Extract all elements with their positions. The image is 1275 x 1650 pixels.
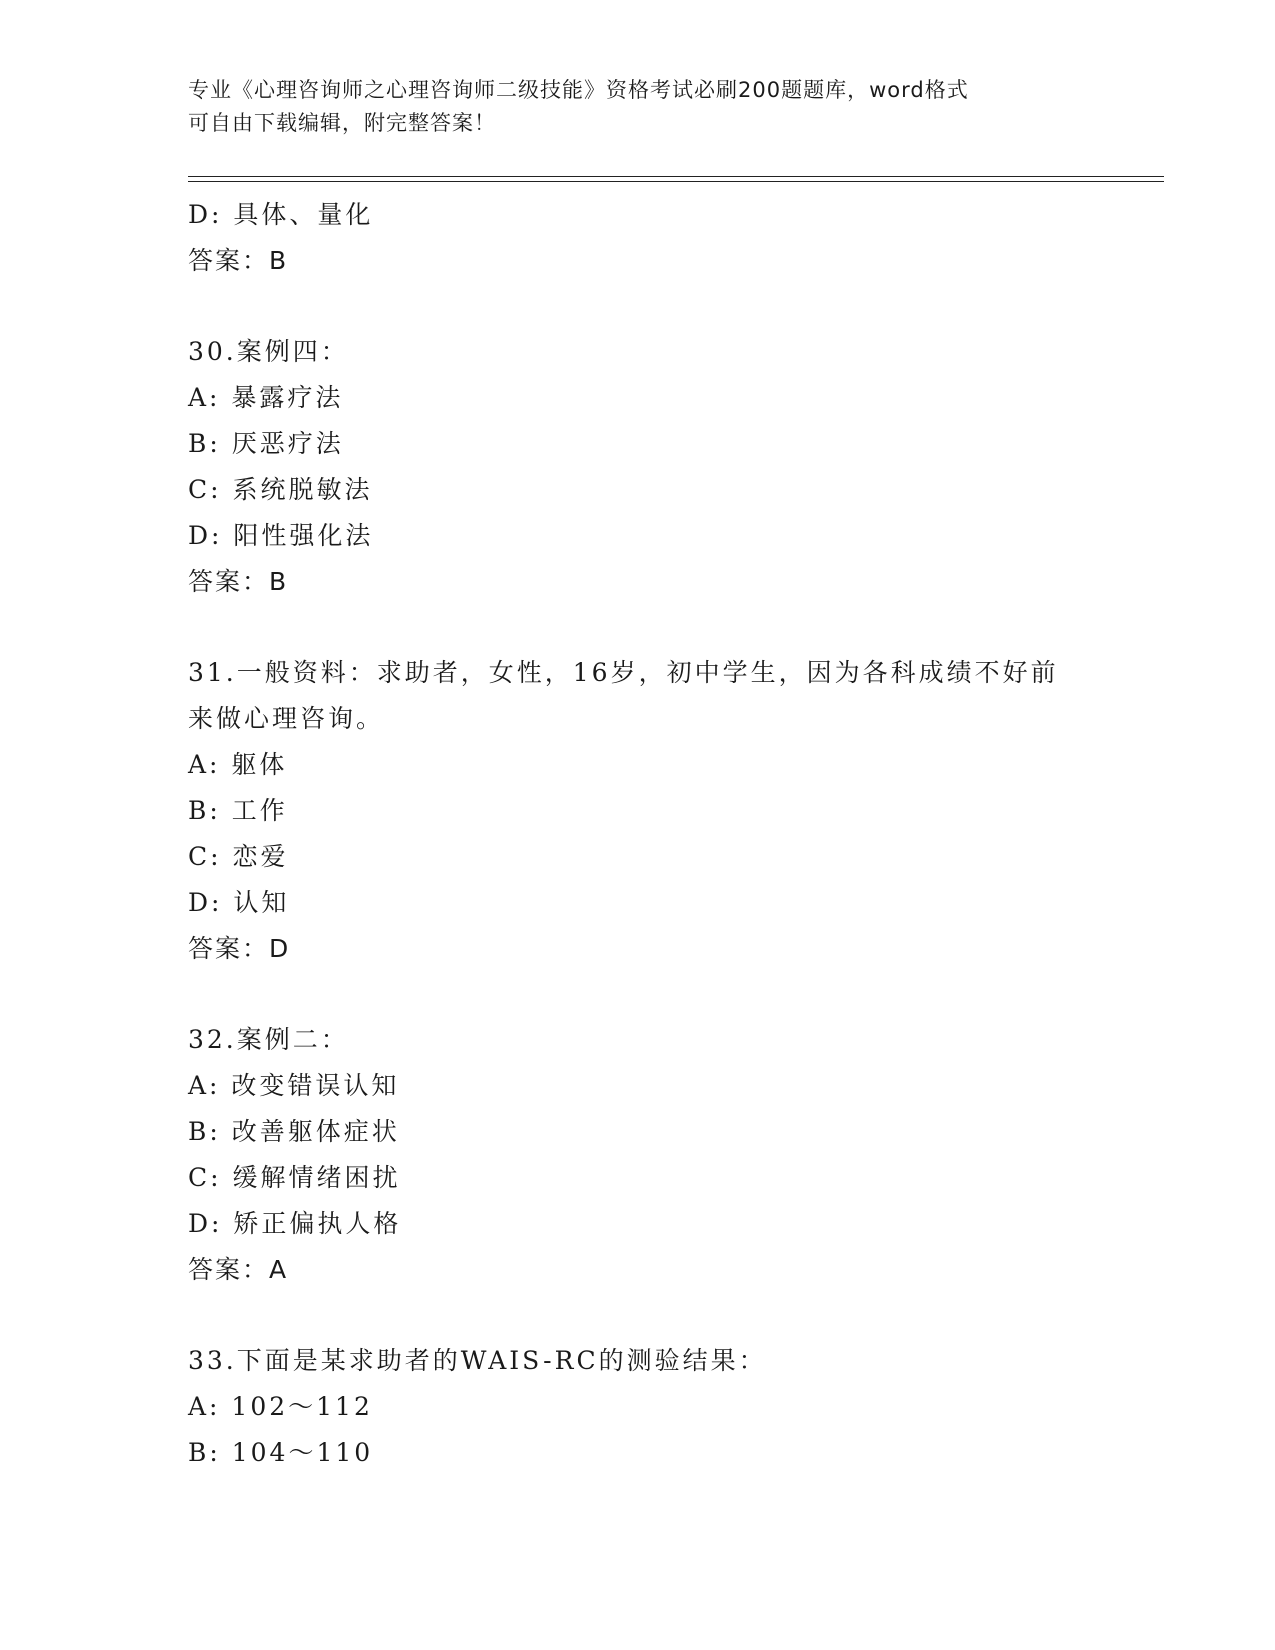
option-c: C: 系统脱敏法: [188, 475, 373, 504]
question-stem: 30.案例四：: [188, 337, 349, 366]
option-d: D: 认知: [188, 888, 290, 917]
header-divider-top: [188, 176, 1164, 177]
option-d: D: 矫正偏执人格: [188, 1209, 402, 1238]
question-stem: 32.案例二：: [188, 1025, 349, 1054]
option-c: C: 缓解情绪困扰: [188, 1163, 401, 1192]
question-stem: 33.下面是某求助者的WAIS-RC的测验结果：: [188, 1346, 767, 1375]
option-b: B: 厌恶疗法: [188, 429, 344, 458]
option-b: B: 104～110: [188, 1438, 374, 1467]
header-line-1: 专业《心理咨询师之心理咨询师二级技能》资格考试必刷200题题库，word格式: [188, 78, 969, 102]
option-c: C: 恋爱: [188, 842, 289, 871]
option-a: A: 102～112: [188, 1392, 373, 1421]
header-line-2: 可自由下载编辑，附完整答案！: [188, 111, 496, 135]
document-header: [188, 74, 1088, 140]
answer-line: 答案：A: [188, 1255, 289, 1284]
option-b: B: 改善躯体症状: [188, 1117, 400, 1146]
question-stem-line-2: 来做心理咨询。: [188, 704, 385, 733]
option-a: A: 暴露疗法: [188, 383, 344, 412]
answer-line: 答案：B: [188, 567, 289, 596]
question-list: [188, 192, 1088, 1476]
option-a: A: 躯体: [188, 750, 288, 779]
answer-line: 答案：D: [188, 934, 291, 963]
option-b: B: 工作: [188, 796, 288, 825]
option-d: D: 具体、量化: [188, 200, 374, 229]
option-d: D: 阳性强化法: [188, 521, 374, 550]
question-stem-line-1: 31.一般资料：求助者，女性，16岁，初中学生，因为各科成绩不好前: [188, 658, 1059, 687]
answer-line: 答案：B: [188, 246, 289, 275]
header-divider-bottom: [188, 181, 1164, 182]
option-a: A: 改变错误认知: [188, 1071, 400, 1100]
